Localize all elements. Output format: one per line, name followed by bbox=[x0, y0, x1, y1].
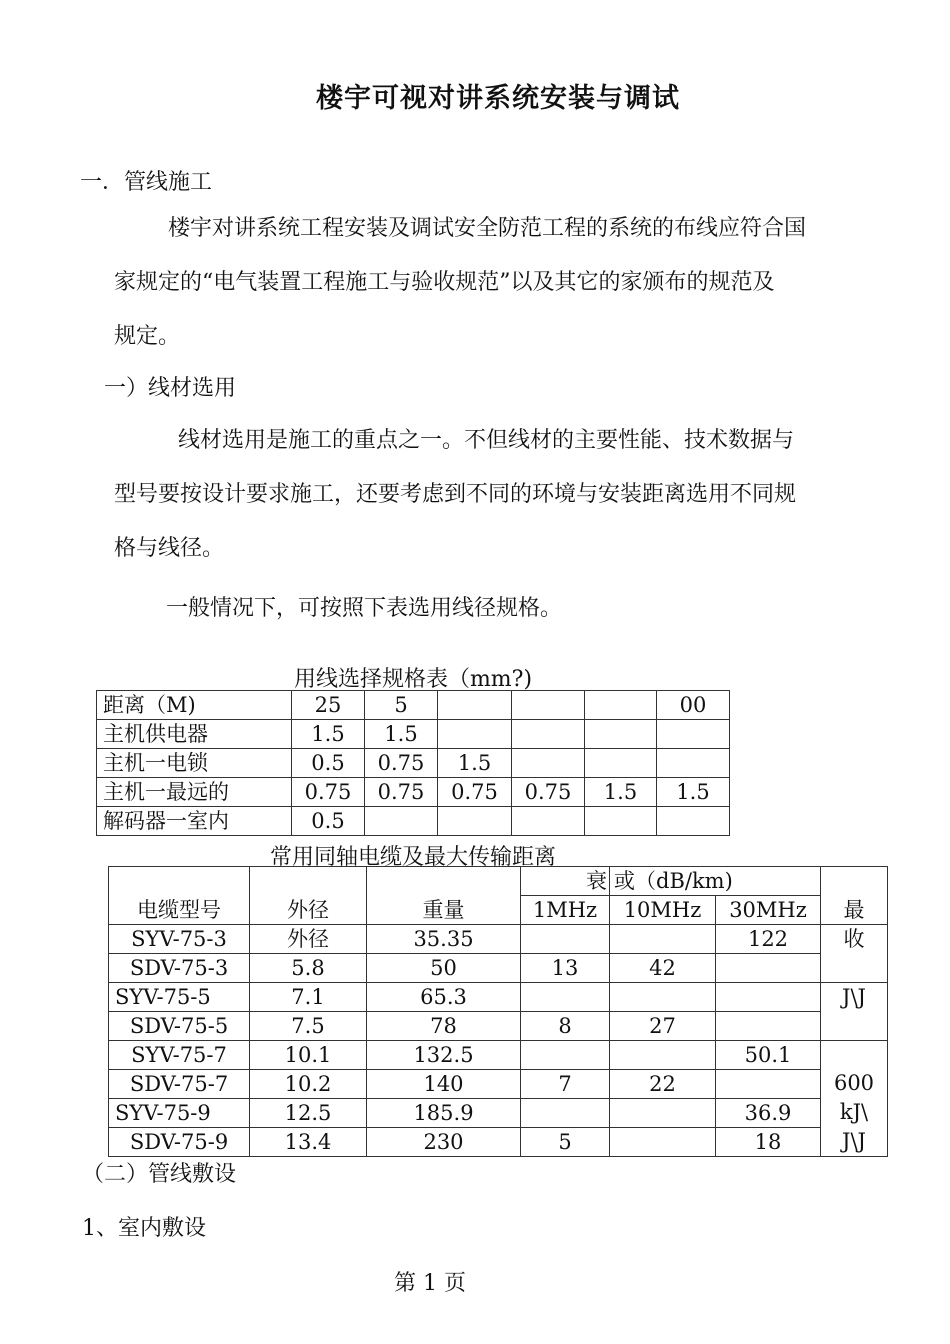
cell bbox=[716, 1070, 821, 1099]
header-1mhz: 1MHz bbox=[521, 896, 610, 925]
cell: 外径 bbox=[250, 925, 367, 954]
cell: SYV-75-7 bbox=[109, 1041, 250, 1070]
cell bbox=[585, 749, 657, 778]
cell: 36.9 bbox=[716, 1099, 821, 1128]
cell: 0.75 bbox=[292, 778, 365, 807]
cell bbox=[365, 807, 438, 836]
document-title: 楼宇可视对讲系统安装与调试 bbox=[316, 83, 680, 114]
table-row bbox=[109, 1041, 888, 1070]
cell bbox=[521, 925, 610, 954]
cell: SYV-75-9 bbox=[109, 1099, 250, 1128]
cell: 1.5 bbox=[585, 778, 657, 807]
table-caption: 常用同轴电缆及最大传输距离 bbox=[269, 845, 556, 870]
cell bbox=[610, 983, 716, 1012]
cell: SYV-75-3 bbox=[109, 925, 250, 954]
header-attenuation-b: 或（dB/km) bbox=[610, 867, 821, 896]
table-row bbox=[109, 954, 888, 983]
table-row bbox=[109, 1012, 888, 1041]
cell-max-c bbox=[821, 1041, 888, 1157]
cell: 7 bbox=[521, 1070, 610, 1099]
cell: 5 bbox=[521, 1128, 610, 1157]
row-label: 解码器一室内 bbox=[97, 807, 292, 836]
cell: 12.5 bbox=[250, 1099, 367, 1128]
cell: 50.1 bbox=[716, 1041, 821, 1070]
table-row bbox=[97, 778, 730, 807]
cell: 65.3 bbox=[367, 983, 521, 1012]
cell: 140 bbox=[367, 1070, 521, 1099]
cell: SYV-75-5 bbox=[109, 983, 250, 1012]
page-number: 第 1 页 bbox=[394, 1271, 466, 1296]
paragraph-line: 楼宇对讲系统工程安装及调试安全防范工程的系统的布线应符合国 bbox=[168, 216, 807, 241]
max-distance-unit-b: J\J bbox=[842, 1129, 866, 1153]
cell: SDV-75-9 bbox=[109, 1128, 250, 1157]
subsection-heading: （二）管线敷设 bbox=[82, 1162, 237, 1187]
cell bbox=[716, 1012, 821, 1041]
cell: 185.9 bbox=[367, 1099, 521, 1128]
paragraph-line: 型号要按设计要求施工，还要考虑到不同的环境与安装距离选用不同规 bbox=[114, 482, 797, 507]
subsection-heading: 一）线材选用 bbox=[104, 376, 237, 401]
cell bbox=[438, 807, 512, 836]
cell: 35.35 bbox=[367, 925, 521, 954]
cell: 27 bbox=[610, 1012, 716, 1041]
cell: 0.75 bbox=[365, 749, 438, 778]
cell: 1.5 bbox=[657, 778, 730, 807]
max-distance-unit-a: kJ\ bbox=[839, 1100, 869, 1124]
cell: 1.5 bbox=[438, 749, 512, 778]
row-label: 主机一电锁 bbox=[97, 749, 292, 778]
header-model: 电缆型号 bbox=[109, 867, 250, 925]
cell: 10.1 bbox=[250, 1041, 367, 1070]
cell bbox=[610, 1041, 716, 1070]
cell bbox=[657, 720, 730, 749]
cell: 22 bbox=[610, 1070, 716, 1099]
max-distance-value: 600 bbox=[833, 1071, 875, 1095]
cell bbox=[438, 691, 512, 720]
header-diameter: 外径 bbox=[250, 867, 367, 925]
cell bbox=[610, 925, 716, 954]
cell: 18 bbox=[716, 1128, 821, 1157]
paragraph-line: 一般情况下，可按照下表选用线径规格。 bbox=[166, 596, 563, 621]
cell: 1.5 bbox=[292, 720, 365, 749]
cell: 7.1 bbox=[250, 983, 367, 1012]
table-row bbox=[97, 720, 730, 749]
table-row bbox=[109, 1070, 888, 1099]
cell: SDV-75-5 bbox=[109, 1012, 250, 1041]
cell bbox=[512, 720, 585, 749]
cell bbox=[716, 954, 821, 983]
table-row bbox=[97, 749, 730, 778]
cell: 13 bbox=[521, 954, 610, 983]
cell bbox=[438, 720, 512, 749]
cell: 8 bbox=[521, 1012, 610, 1041]
cell: 0.75 bbox=[512, 778, 585, 807]
cell bbox=[610, 1099, 716, 1128]
cell bbox=[512, 749, 585, 778]
cell bbox=[521, 1099, 610, 1128]
row-label: 主机供电器 bbox=[97, 720, 292, 749]
cell: 0.75 bbox=[365, 778, 438, 807]
wire-spec-table bbox=[96, 690, 730, 836]
table-caption: 用线选择规格表（mm?) bbox=[293, 667, 533, 692]
header-attenuation-a: 衰 bbox=[521, 867, 610, 896]
cell-max-a: 收 bbox=[821, 925, 888, 983]
paragraph-line: 家规定的“电气装置工程施工与验收规范”以及其它的家颁布的规范及 bbox=[114, 270, 775, 295]
cell: 00 bbox=[657, 691, 730, 720]
coax-cable-table bbox=[108, 866, 888, 1157]
paragraph-line: 线材选用是施工的重点之一。不但线材的主要性能、技术数据与 bbox=[178, 428, 795, 453]
cell: 78 bbox=[367, 1012, 521, 1041]
cell bbox=[716, 983, 821, 1012]
cell bbox=[585, 807, 657, 836]
paragraph-line: 规定。 bbox=[114, 324, 181, 349]
table-row bbox=[97, 691, 730, 720]
cell bbox=[657, 749, 730, 778]
cell: 5.8 bbox=[250, 954, 367, 983]
table-row bbox=[109, 925, 888, 954]
cell-max-b: J\J bbox=[821, 983, 888, 1041]
cell: 25 bbox=[292, 691, 365, 720]
cell bbox=[512, 807, 585, 836]
cell bbox=[521, 983, 610, 1012]
row-label: 距离（M) bbox=[97, 691, 292, 720]
cell: 122 bbox=[716, 925, 821, 954]
table-row bbox=[109, 983, 888, 1012]
table-row bbox=[97, 807, 730, 836]
cell: 0.5 bbox=[292, 807, 365, 836]
cell: 7.5 bbox=[250, 1012, 367, 1041]
paragraph-line: 格与线径。 bbox=[114, 536, 225, 561]
cell: 1.5 bbox=[365, 720, 438, 749]
cell: 132.5 bbox=[367, 1041, 521, 1070]
cell: SDV-75-3 bbox=[109, 954, 250, 983]
cell: 42 bbox=[610, 954, 716, 983]
header-weight: 重量 bbox=[367, 867, 521, 925]
cell: 5 bbox=[365, 691, 438, 720]
cell bbox=[585, 691, 657, 720]
cell: 0.75 bbox=[438, 778, 512, 807]
row-label: 主机一最远的 bbox=[97, 778, 292, 807]
section-heading: 一．管线施工 bbox=[80, 170, 213, 195]
cell: 13.4 bbox=[250, 1128, 367, 1157]
header-30mhz: 30MHz bbox=[716, 896, 821, 925]
cell bbox=[610, 1128, 716, 1157]
cell: 50 bbox=[367, 954, 521, 983]
cell bbox=[521, 1041, 610, 1070]
item-heading: 1、室内敷设 bbox=[82, 1216, 206, 1241]
cell bbox=[512, 691, 585, 720]
header-10mhz: 10MHz bbox=[610, 896, 716, 925]
header-max: 最 bbox=[821, 867, 888, 925]
table-row bbox=[109, 1099, 888, 1128]
cell bbox=[657, 807, 730, 836]
cell: 10.2 bbox=[250, 1070, 367, 1099]
cell: 230 bbox=[367, 1128, 521, 1157]
cell: 0.5 bbox=[292, 749, 365, 778]
cell: SDV-75-7 bbox=[109, 1070, 250, 1099]
cell bbox=[585, 720, 657, 749]
